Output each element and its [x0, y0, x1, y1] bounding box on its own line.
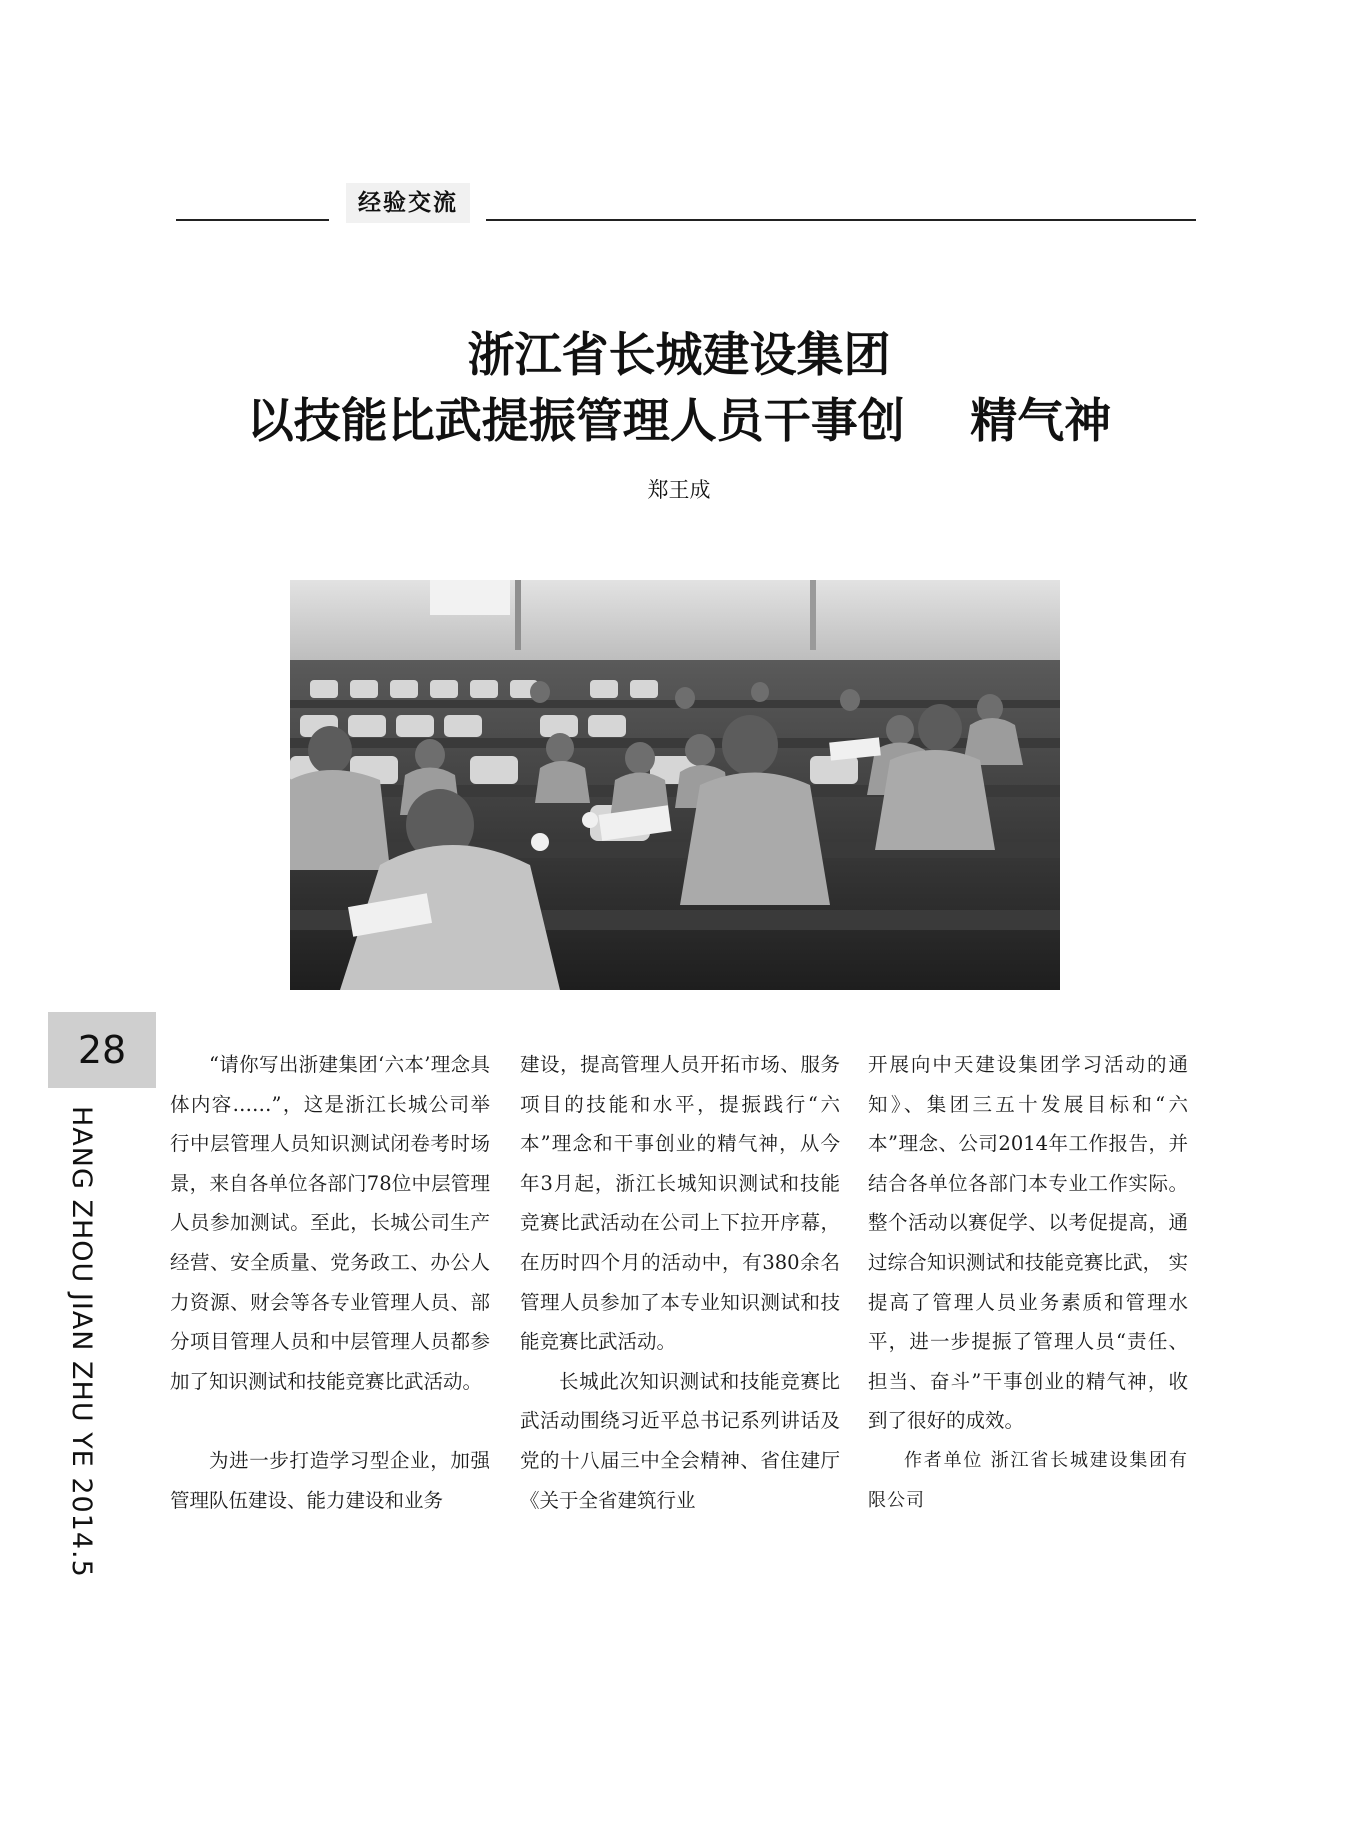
exam-hall-illustration	[290, 580, 1060, 990]
paragraph: 长城此次知识测试和技能竞赛比武活动围绕习近平总书记系列讲话及党的十八届三中全会精神、省住建厅《关于全省建筑行业	[520, 1369, 840, 1512]
paragraph: 建设，提高管理人员开拓市场、服务项目的技能和水平，提振践行“六本”理念和干事创业的精气神，从今年3月起，浙江长城知识测试和技能竞赛比武活动在公司上下拉开序幕，在历时四个月的活动中，有380余名管理人员参加了本专业知识测试和技能竞赛比武活动。	[520, 1053, 840, 1354]
article-author: 郑王成	[647, 478, 711, 502]
page-number-tab	[48, 1012, 156, 1088]
paragraph-gap	[170, 1401, 490, 1441]
article-title-line2: 以技能比武提振管理人员干事创 精气神	[246, 394, 1112, 449]
paragraph: 为进一步打造学习型企业，加强管理队伍建设、能力建设和业务	[170, 1449, 490, 1512]
text-column-3	[868, 1045, 1188, 1520]
article-title-line1: 浙江省长城建设集团	[467, 328, 891, 383]
text-column-1	[170, 1045, 490, 1521]
header-rule-right	[486, 219, 1196, 221]
section-header	[176, 183, 1196, 223]
paragraph: “请你写出浙建集团‘六本’理念具体内容……”，这是浙江长城公司举行中层管理人员知识测试闭卷考时场景，来自各单位各部门78位中层管理人员参加测试。至此，长城公司生产经营、安全质量、党务政工、办公人力资源、财会等各专业管理人员、部分项目管理人员和中层管理人员都参加了知识测试和技能竞赛比武活动。	[170, 1053, 490, 1393]
text-column-2	[520, 1045, 840, 1520]
paragraph: 开展向中天建设集团学习活动的通知》、集团三五十发展目标和“六本”理念、公司2014年工作报告，并结合各单位各部门本专业工作实际。整个活动以赛促学、以考促提高，通过综合知识测试和技能竞赛比武， 实提高了管理人员业务素质和管理水平，进一步提振了管理人员“责任、担当、奋斗”干事创业的精气神，收到了很好的成效。	[868, 1053, 1188, 1433]
header-rule-left	[176, 219, 329, 221]
author-affiliation: 作者单位 浙江省长城建设集团有限公司	[868, 1449, 1188, 1511]
section-label: 经验交流	[346, 183, 470, 223]
journal-name: HANG ZHOU JIAN ZHU YE 2014.5	[66, 1106, 97, 1578]
exam-hall-photo	[290, 580, 1060, 990]
page-number: 28	[77, 1028, 127, 1072]
